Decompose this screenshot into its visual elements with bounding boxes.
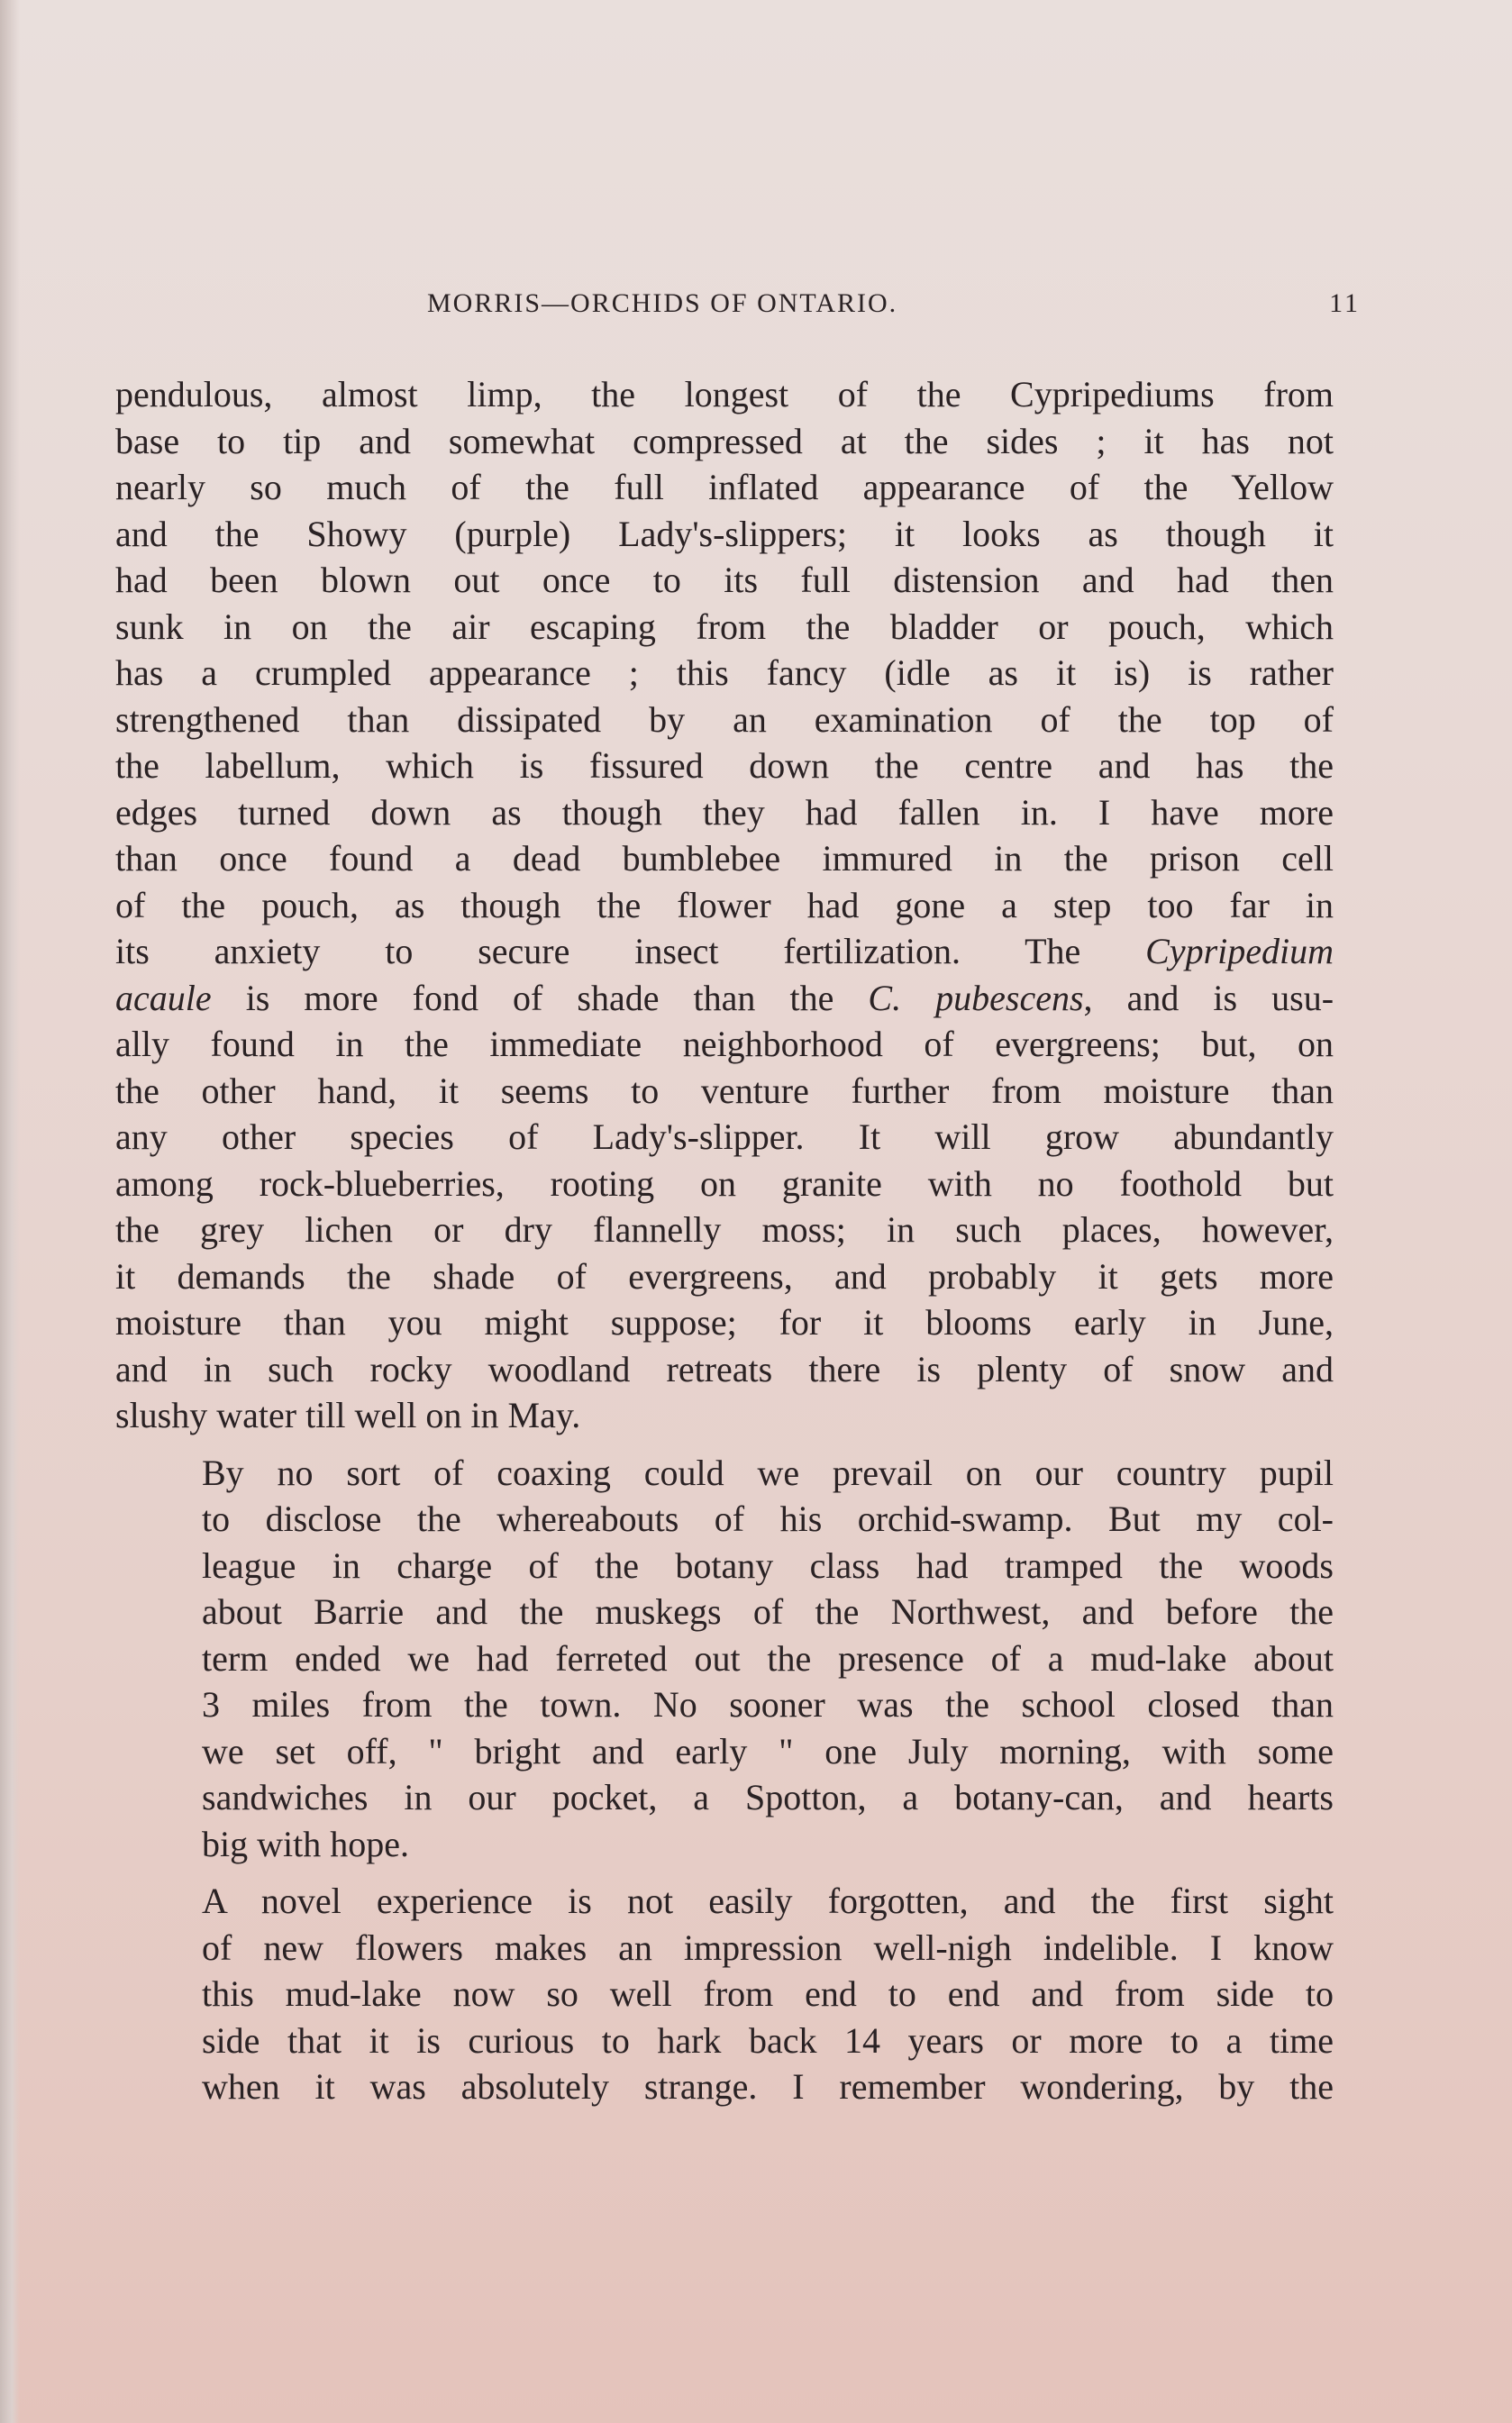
text-line: when it was absolutely strange. I remember wondering, by the [202, 2066, 1334, 2107]
text-line: the other hand, it seems to venture further from moisture than [115, 1070, 1334, 1111]
text-line: moisture than you might suppose; for it blooms early in June, [115, 1302, 1334, 1343]
text-line: league in charge of the botany class had tramped the woods [202, 1544, 1334, 1586]
text-line: ally found in the immediate neighborhood of evergreens; but, on [115, 1024, 1334, 1064]
book-page [115, 288, 1361, 2110]
paragraph-1 [115, 371, 1334, 1439]
text-line: to disclose the whereabouts of his orchid-swamp. But my col- [202, 1498, 1334, 1539]
text-line: has a crumpled appearance ; this fancy (idle as it is) is rather [115, 652, 1334, 693]
text-line: sandwiches in our pocket, a Spotton, a botany-can, and hearts [202, 1777, 1334, 1817]
text-line-mixed [115, 975, 1334, 1022]
text-line-mixed [115, 928, 1334, 975]
italic-term: Cypripedium [1145, 931, 1334, 971]
text-line: sunk in on the air escaping from the bladder or pouch, which [115, 606, 1334, 647]
text-line: than once found a dead bumblebee immured in the prison cell [115, 838, 1334, 879]
text-line: term ended we had ferreted out the presence of a mud-lake about [202, 1637, 1334, 1679]
text-run: its anxiety to secure insect fertilization. The [115, 931, 1081, 971]
paragraph-2 [115, 1450, 1334, 1868]
text-line: base to tip and somewhat compressed at the sides ; it has not [115, 420, 1334, 461]
text-line: of new flowers makes an impression well-nigh indelible. I know [202, 1927, 1334, 1968]
text-line: about Barrie and the muskegs of the Northwest, and before the [202, 1591, 1334, 1632]
page-gutter-shadow [0, 0, 20, 2423]
text-line: A novel experience is not easily forgotten, and the first sight [202, 1881, 1334, 1921]
text-line: slushy water till well on in May. [115, 1395, 581, 1435]
text-line: had been blown out once to its full distension and had then [115, 560, 1334, 600]
text-line: nearly so much of the full inflated appearance of the Yellow [115, 467, 1334, 507]
italic-term: acaule [115, 977, 212, 1018]
text-line: the grey lichen or dry flannelly moss; in such places, however, [115, 1209, 1334, 1250]
text-line: pendulous, almost limp, the longest of the Cypripediums from [115, 374, 1334, 414]
text-run: is more fond of shade than the [245, 977, 834, 1018]
text-line: 3 miles from the town. No sooner was the school closed than [202, 1684, 1334, 1725]
running-head [115, 288, 1361, 324]
text-line: and the Showy (purple) Lady's-slippers; it looks as though it [115, 513, 1334, 554]
text-line: among rock-blueberries, rooting on granite with no foothold but [115, 1162, 1334, 1204]
text-line: we set off, " bright and early " one July morning, with some [202, 1730, 1334, 1772]
text-line: big with hope. [202, 1823, 409, 1864]
text-run: , and is usu- [1083, 977, 1334, 1018]
text-line: edges turned down as though they had fallen in. I have more [115, 791, 1334, 833]
text-line: and in such rocky woodland retreats there is plenty of snow and [115, 1348, 1334, 1389]
page-number: 11 [1329, 288, 1361, 318]
italic-term: C. pubescens [868, 977, 1084, 1018]
text-line: By no sort of coaxing could we prevail on our country pupil [202, 1452, 1334, 1493]
text-line: this mud-lake now so well from end to end and from side to [202, 1973, 1334, 2014]
text-line: side that it is curious to hark back 14 years or more to a time [202, 2019, 1334, 2061]
text-line: it demands the shade of evergreens, and probably it gets more [115, 1255, 1334, 1297]
text-line: any other species of Lady's-slipper. It will grow abundantly [115, 1116, 1334, 1157]
running-head-title: MORRIS—ORCHIDS OF ONTARIO. [427, 288, 898, 318]
text-line: of the pouch, as though the flower had gone a step too far in [115, 884, 1334, 925]
text-line: the labellum, which is fissured down the centre and has the [115, 745, 1334, 786]
paragraph-3 [115, 1878, 1334, 2110]
text-line: strengthened than dissipated by an examination of the top of [115, 698, 1334, 740]
